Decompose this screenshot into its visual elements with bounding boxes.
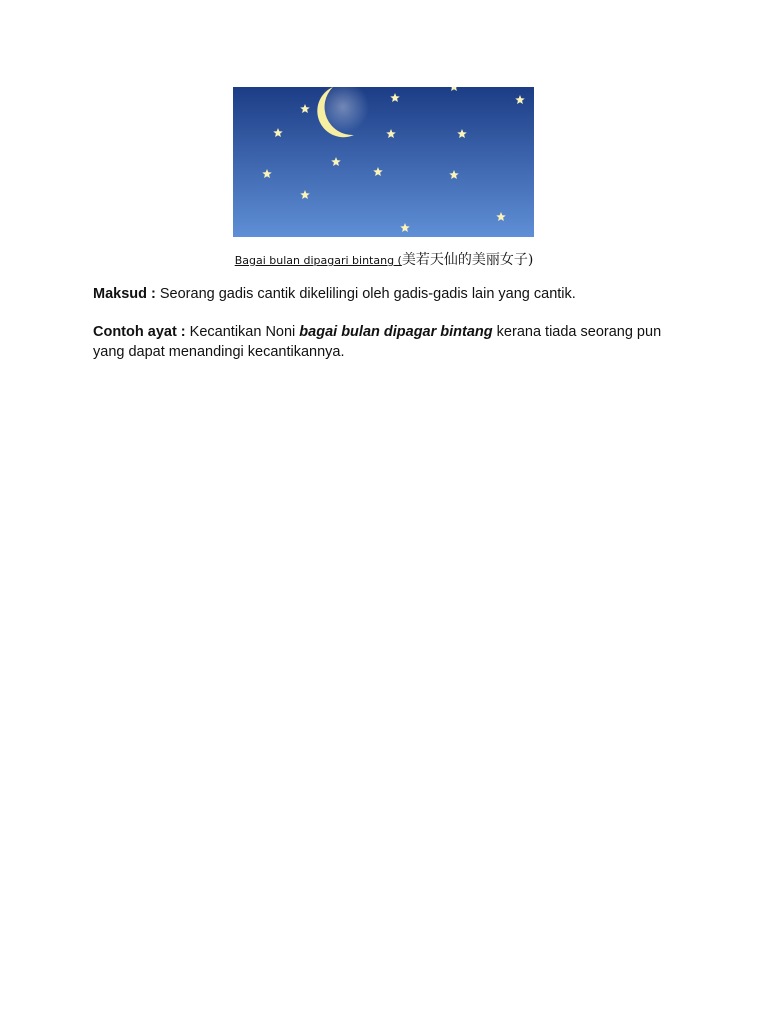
caption-title: Bagai bulan dipagari bintang ( [234,254,402,267]
maksud-text: Seorang gadis cantik dikelilingi oleh gadis-gadis lain yang cantik. [159,286,576,302]
night-sky-illustration [233,87,534,237]
image-caption [0,250,768,271]
contoh-label: Contoh ayat : [93,324,186,340]
contoh-ayat-paragraph [93,322,693,362]
sky-background [233,87,534,237]
maksud-label: Maksud : [93,286,156,302]
contoh-text-before: Kecantikan Noni [189,324,296,340]
caption-translation: 美若天仙的美丽女子) [401,252,534,268]
contoh-idiom: bagai bulan dipagar bintang [299,324,493,340]
maksud-paragraph [93,284,693,304]
contoh-text-after: kerana tiada seorang pun yang dapat menandingi kecantikannya. [93,324,662,360]
